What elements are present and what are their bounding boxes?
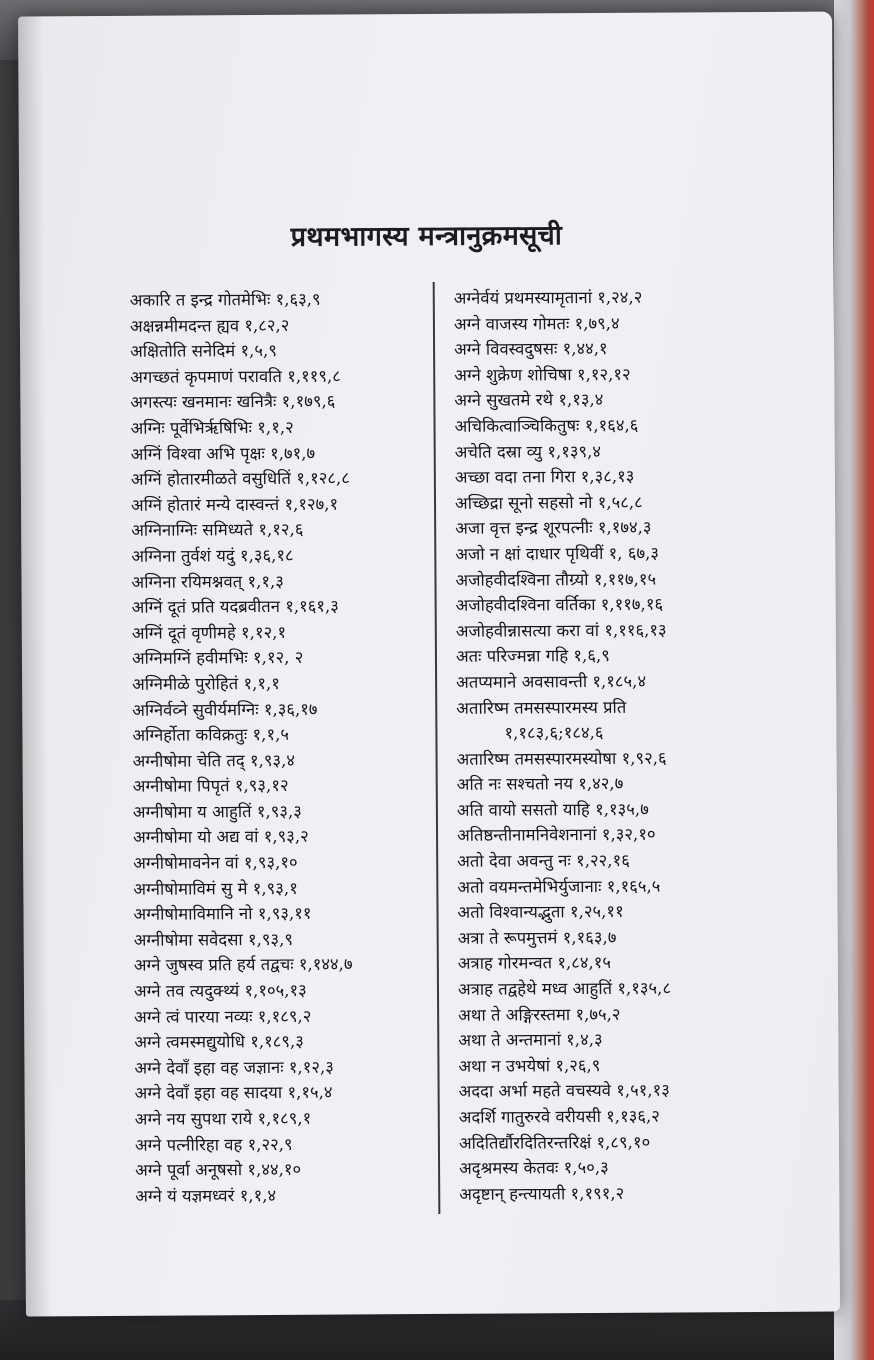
page-title: प्रथमभागस्य मन्त्रानुक्रमसूची bbox=[290, 220, 563, 253]
index-entry: अग्ने नय सुपथा राये १,१८९,१ bbox=[134, 1108, 312, 1129]
index-entry: अग्ने सुखतमे रथे १,१३,४ bbox=[454, 390, 604, 411]
index-entry: अग्नीषोमा सवेदसा १,९३,९ bbox=[133, 929, 294, 950]
index-entry: अदृश्रमस्य केतवः १,५०,३ bbox=[459, 1158, 609, 1179]
index-entry: अग्निमग्निं हवीमभिः १,१२, २ bbox=[131, 648, 304, 669]
index-entry: अग्ने यं यज्ञमध्वरं १,१,४ bbox=[135, 1185, 277, 1206]
index-entry: अग्नीषोमावनेन वां १,९३,१० bbox=[133, 852, 298, 873]
index-entry: अदर्शि गातुरुरवे वरीयसी १,१३६,२ bbox=[458, 1106, 660, 1127]
index-entry: अदृष्टान् हन्त्यायती १,१९१,२ bbox=[459, 1183, 625, 1204]
index-entry: अग्निं होतारमीळते वसुधितिं १,१२८,८ bbox=[130, 468, 350, 489]
index-entry: अग्निं दूतं वृणीमहे १,१२,१ bbox=[131, 622, 287, 643]
index-entry: अगच्छतं कृपमाणं परावति १,११९,८ bbox=[130, 366, 341, 387]
index-entry: अतप्यमाने अवसावन्ती १,१८५,४ bbox=[456, 671, 647, 692]
index-entry: अगस्त्यः खनमानः खनित्रैः १,१७९,६ bbox=[130, 391, 336, 413]
index-entry: अतः परिज्मन्ना गहि १,६,९ bbox=[455, 646, 610, 667]
index-entry: अथा न उभयेषां १,२६,९ bbox=[458, 1055, 601, 1076]
index-entry: अग्नेर्वयं प्रथमस्यामृतानां १,२४,२ bbox=[453, 287, 643, 308]
spine-shadow bbox=[18, 16, 52, 1316]
index-entry: अग्निः पूर्वेभिर्ऋषिभिः १,१,२ bbox=[130, 417, 294, 438]
index-entry: अददा अर्भा महते वचस्यवे १,५१,१३ bbox=[458, 1080, 670, 1102]
index-entry: अग्ने त्वमस्मद्युयोधि १,१८९,३ bbox=[134, 1031, 304, 1053]
index-entry: अग्नीषोमा यो अद्य वां १,९३,२ bbox=[132, 827, 309, 848]
index-column-right bbox=[454, 284, 790, 1207]
index-entry: अजोहवीदश्विना तौग्र्यो १,११७,१५ bbox=[455, 569, 657, 590]
book-cover-edge bbox=[834, 0, 874, 1360]
index-entry: अथा ते अङ्गिरस्तमा १,७५,२ bbox=[458, 1004, 621, 1025]
index-entry: अत्राह तद्वहेथे मध्व आहुतिं १,१३५,८ bbox=[457, 978, 672, 999]
index-entry: अग्निना तुर्वशं यदुं १,३६,१८ bbox=[131, 545, 294, 566]
index-entry: अग्नीषोमाविमानि नो १,९३,११ bbox=[133, 903, 312, 925]
index-entry: अग्ने पूर्वा अनूषसो १,४४,१० bbox=[135, 1159, 302, 1180]
index-entry: अचिकित्वाञ्चिकितुषः १,१६४,६ bbox=[454, 415, 639, 436]
index-entry: अति वायो ससतो याहि १,१३५,७ bbox=[456, 799, 649, 820]
index-entry: अदितिर्द्यौरदितिरन्तरिक्षं १,८९,१० bbox=[458, 1132, 651, 1153]
index-entry: अजा वृत्त इन्द्र शूरपत्नीः १,१७४,३ bbox=[455, 517, 652, 539]
index-entry: अग्नीषोमाविमं सु मे १,९३,१ bbox=[133, 878, 298, 899]
index-entry: अग्निं होतारं मन्ये दास्वन्तं १,१२७,१ bbox=[130, 494, 339, 515]
index-entry: अत्राह गोरमन्वत १,८४,१५ bbox=[457, 953, 612, 974]
index-entry: अग्ने विवस्वदुषसः १,४४,१ bbox=[454, 339, 608, 360]
index-entry: अग्निना रयिमश्नवत् १,१,३ bbox=[131, 571, 284, 592]
index-column-left bbox=[130, 286, 436, 1209]
index-entry: अक्षितोति सनेदिमं १,५,९ bbox=[130, 341, 277, 362]
index-entry: अग्ने देवाँ इहा वह सादया १,१५,४ bbox=[134, 1083, 333, 1104]
index-entry: अतो देवा अवन्तु नः १,२२,१६ bbox=[457, 850, 630, 871]
index-entry: अग्निनाग्निः समिध्यते १,१२,६ bbox=[131, 520, 304, 541]
index-entry: अग्ने वाजस्य गोमतः १,७९,४ bbox=[453, 313, 620, 334]
index-entry: अग्निं विश्वा अभि पृक्षः १,७१,७ bbox=[130, 443, 316, 464]
book-page bbox=[18, 12, 840, 1317]
index-entry: अजोहवीन्नासत्या करा वां १,११६,१३ bbox=[455, 620, 667, 641]
index-entry: अक्षन्नमीमदन्त ह्यव १,८२,२ bbox=[129, 315, 290, 336]
index-entry: अग्ने पत्नीरिहा वह १,२२,९ bbox=[134, 1134, 293, 1155]
index-entry: अग्निर्वव्ने सुवीर्यमग्निः १,३६,१७ bbox=[132, 699, 318, 720]
index-entry: अग्नीषोमा य आहुतिं १,९३,३ bbox=[132, 801, 302, 822]
index-entry: अतारिष्म तमसस्पारमस्योषा १,९२,६ bbox=[456, 748, 667, 769]
index-entry: अकारि त इन्द्र गोतमेभिः १,६३,९ bbox=[129, 289, 321, 310]
index-entry: अति नः सश्चतो नय १,४२,७ bbox=[456, 774, 624, 795]
index-entry: अग्ने तव त्यदुक्थ्यं १,१०५,१३ bbox=[133, 980, 307, 1001]
index-entry: अतारिष्म तमसस्पारमस्य प्रति bbox=[456, 697, 627, 718]
index-entry: अग्निमीळे पुरोहितं १,१,१ bbox=[132, 673, 280, 694]
index-entry: अतिष्ठन्तीनामनिवेशनानां १,३२,१० bbox=[456, 825, 656, 846]
index-entry: अतो वयमन्तमेभिर्युजानाः १,१६५,५ bbox=[457, 876, 661, 897]
index-entry: अग्ने शुक्रेण शोचिषा १,१२,१२ bbox=[454, 364, 631, 385]
index-entry: अजो न क्षां दाधार पृथिवीं १, ६७,३ bbox=[455, 543, 660, 564]
index-entry: अथा ते अन्तमानां १,४,३ bbox=[458, 1030, 603, 1051]
index-entry: अग्ने देवाँ इहा वह जज्ञानः १,१२,३ bbox=[134, 1057, 334, 1078]
index-entry-continuation: १,१८३,६;१८४,६ bbox=[504, 723, 604, 743]
index-entry: अतो विश्वान्यद्भुता १,२५,११ bbox=[457, 902, 624, 923]
index-entry: अग्निं दूतं प्रति यदब्रवीतन १,१६१,३ bbox=[131, 596, 339, 617]
index-entry: अत्रा ते रूपमुत्तमं १,१६३,७ bbox=[457, 927, 617, 948]
index-entry: अच्छिद्रा सूनो सहसो नो १,५८,८ bbox=[454, 492, 643, 513]
index-entry: अग्निर्होता कविक्रतुः १,१,५ bbox=[132, 724, 290, 745]
index-entry: अजोहवीदश्विना वर्तिका १,११७,१६ bbox=[455, 594, 664, 615]
index-entry: अग्नीषोमा चेति तद् १,९३,४ bbox=[132, 750, 296, 771]
index-entry: अच्छा वदा तना गिरा १,३८,१३ bbox=[454, 466, 635, 487]
index-entry: अग्ने जुषस्व प्रति हर्य तद्वचः १,१४४,७ bbox=[133, 954, 353, 976]
index-entry: अचेति दस्रा व्यु १,१३९,४ bbox=[454, 441, 602, 462]
index-entry: अग्नीषोमा पिपृतं १,९३,१२ bbox=[132, 776, 289, 797]
index-entry: अग्ने त्वं पारया नव्यः १,१८९,२ bbox=[134, 1006, 312, 1027]
